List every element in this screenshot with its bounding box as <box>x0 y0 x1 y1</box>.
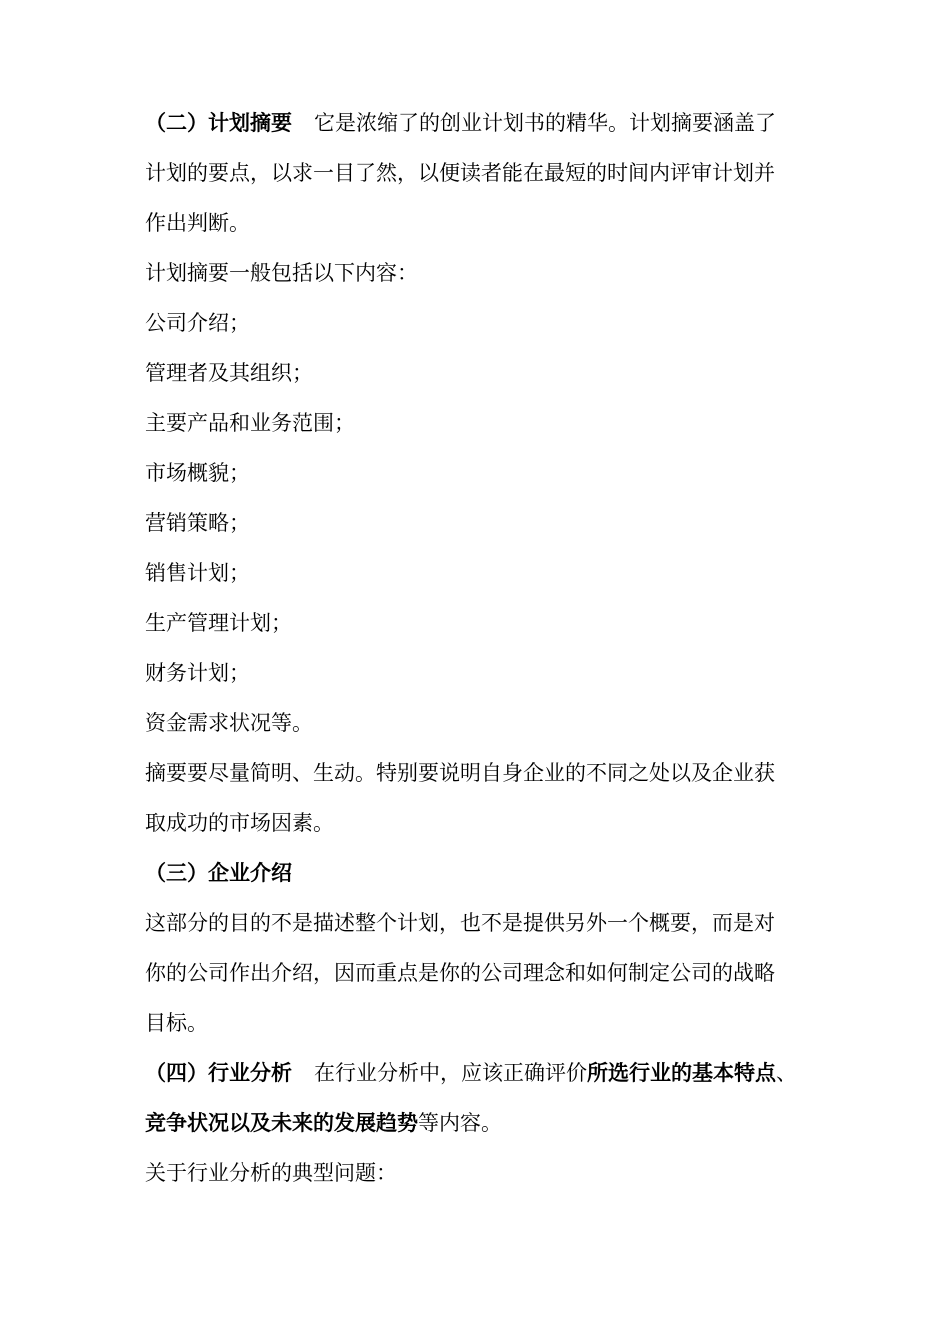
paragraph-line <box>145 98 813 148</box>
paragraph-line <box>145 1098 813 1148</box>
paragraph-line: 关于行业分析的典型问题： <box>145 1161 397 1185</box>
paragraph-line: 这部分的目的不是描述整个计划，也不是提供另外一个概要，而是对 <box>145 911 775 935</box>
body-text: 在行业分析中，应该正确评价 <box>314 1061 587 1085</box>
paragraph-line <box>145 1048 813 1098</box>
section-heading-company-intro: （三）企业介绍 <box>145 861 292 885</box>
paragraph-line: 取成功的市场因素。 <box>145 811 334 835</box>
paragraph-line: 摘要要尽量简明、生动。特别要说明自身企业的不同之处以及企业获 <box>145 761 775 785</box>
list-item: 主要产品和业务范围； <box>145 411 355 435</box>
paragraph-line: 目标。 <box>145 1011 208 1035</box>
section-heading-plan-summary: （二）计划摘要 <box>145 111 292 135</box>
paragraph-line: 作出判断。 <box>145 211 250 235</box>
list-item: 生产管理计划； <box>145 611 292 635</box>
paragraph-line: 计划摘要一般包括以下内容： <box>145 261 418 285</box>
list-item: 管理者及其组织； <box>145 361 313 385</box>
emphasis-text: 竞争状况以及未来的发展趋势 <box>145 1111 418 1135</box>
list-item: 营销策略； <box>145 511 250 535</box>
body-text: 等内容。 <box>418 1111 502 1135</box>
paragraph-line: 你的公司作出介绍，因而重点是你的公司理念和如何制定公司的战略 <box>145 961 775 985</box>
section-heading-industry-analysis: （四）行业分析 <box>145 1061 292 1085</box>
list-item: 资金需求状况等。 <box>145 711 313 735</box>
emphasis-text: 所选行业的基本特点 <box>587 1061 776 1085</box>
list-item: 公司介绍； <box>145 311 250 335</box>
list-item: 销售计划； <box>145 561 250 585</box>
body-text: 它是浓缩了的创业计划书的精华。计划摘要涵盖了 <box>314 111 776 135</box>
list-item: 市场概貌； <box>145 461 250 485</box>
list-item: 财务计划； <box>145 661 250 685</box>
document-body <box>145 98 813 1198</box>
paragraph-line: 计划的要点，以求一目了然，以便读者能在最短的时间内评审计划并 <box>145 161 775 185</box>
body-text: 、 <box>776 1061 797 1085</box>
